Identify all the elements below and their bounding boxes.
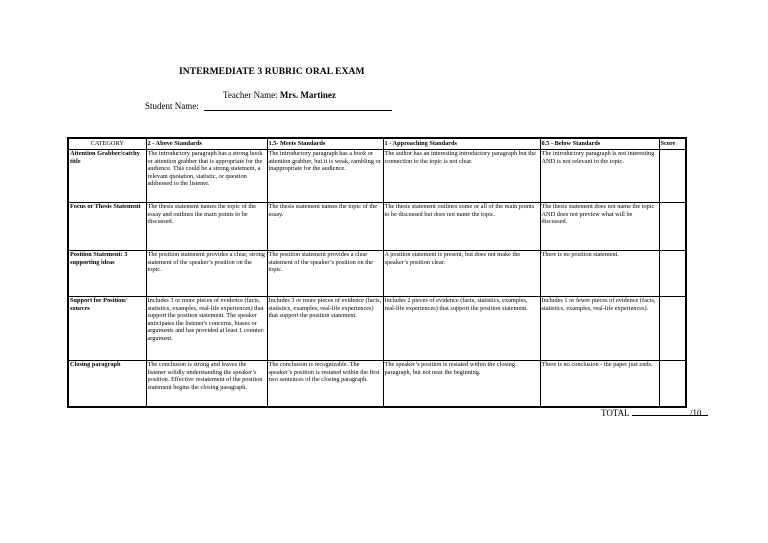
table-cell: The position statement provides a clear statement of the speaker’s position on the topic. [267,251,383,297]
score-cell [659,251,686,297]
table-cell: The conclusion is strong and leaves the listener solidly understanding the speaker’s position. Effective restatement of the position statement begins the closing paragraph. [146,361,267,407]
row-category: Attention Grabber/catchy title [68,150,146,203]
student-name-blank [204,110,392,111]
table-cell: The thesis statement names the topic of the essay and outlines the main points to be discussed. [146,203,267,251]
row-category: Support for Position/ sources [68,297,146,361]
row-category: Closing paragraph [68,361,146,407]
score-cell [659,203,686,251]
row-category: Focus or Thesis Statement [68,203,146,251]
table-cell: There is no conclusion - the paper just ends. [540,361,659,407]
table-cell: The introductory paragraph is not interesting AND is not relevant to the topic. [540,150,659,203]
table-cell: The conclusion is recognizable. The speaker’s position is restated within the first two sentences of the closing paragraph. [267,361,383,407]
total-label: TOTAL [601,408,630,418]
table-row [68,203,686,251]
table-cell: The thesis statement outlines some or all of the main points to be discussed but does not name the topic. [383,203,540,251]
table-header-row [68,138,686,150]
table-cell: Includes 2 pieces of evidence (facts, statistics, examples, real-life experiences) that support the position statement. [383,297,540,361]
max-score: /10 [690,408,702,418]
teacher-name-line [223,90,336,100]
header-above-standards: 2 - Above Standards [146,138,267,150]
page-title: INTERMEDIATE 3 RUBRIC ORAL EXAM [179,67,365,77]
student-label: Student Name: [145,101,199,111]
rubric-table [67,137,687,408]
table-cell: There is no position statement. [540,251,659,297]
table-cell: Includes 1 or fewer pieces of evidence (facts, statistics, examples, real-life experiences). [540,297,659,361]
header-approaching-standards: 1 - Approaching Standards [383,138,540,150]
table-row [68,297,686,361]
table-cell: Includes 3 or more pieces of evidence (facts, statistics, examples, real-life experiences) that support the position statement. The speaker anticipates the listener's concerns, biases or arguments and has provided at least 1 counter-argument. [146,297,267,361]
header-below-standards: 0.5 - Below Standards [540,138,659,150]
row-category: Position Statement: 3 supporting ideas [68,251,146,297]
header-meets-standards: 1.5- Meets Standards [267,138,383,150]
table-row [68,150,686,203]
header-category: CATEGORY [68,138,146,150]
table-cell: The position statement provides a clear, strong statement of the speaker’s position on the topic. [146,251,267,297]
table-cell: Includes 3 or more pieces of evidence (facts, statistics, examples, real-life experiences) that support the position statement. [267,297,383,361]
table-cell: A position statement is present, but does not make the speaker’s position clear. [383,251,540,297]
score-cell [659,150,686,203]
score-cell [659,297,686,361]
table-cell: The introductory paragraph has a hook or attention grabber, but it is weak, rambling or inappropriate for the audience. [267,150,383,203]
score-cell [659,361,686,407]
table-cell: The introductory paragraph has a strong hook or attention grabber that is appropriate for the audience. This could be a strong statement, a relevant quotation, statistic, or question addressed to the listener. [146,150,267,203]
teacher-label: Teacher Name: [223,90,278,100]
table-row [68,361,686,407]
table-cell: The thesis statement names the topic of the essay. [267,203,383,251]
teacher-name: Mrs. Martinez [279,90,336,100]
header-score: Score [659,138,686,150]
table-cell: The speaker’s position is restated within the closing paragraph, but not near the beginning. [383,361,540,407]
table-cell: The thesis statement does not name the topic AND does not preview what will be discussed. [540,203,659,251]
table-cell: The author has an interesting introductory paragraph but the connection to the topic is not clear. [383,150,540,203]
table-row [68,251,686,297]
